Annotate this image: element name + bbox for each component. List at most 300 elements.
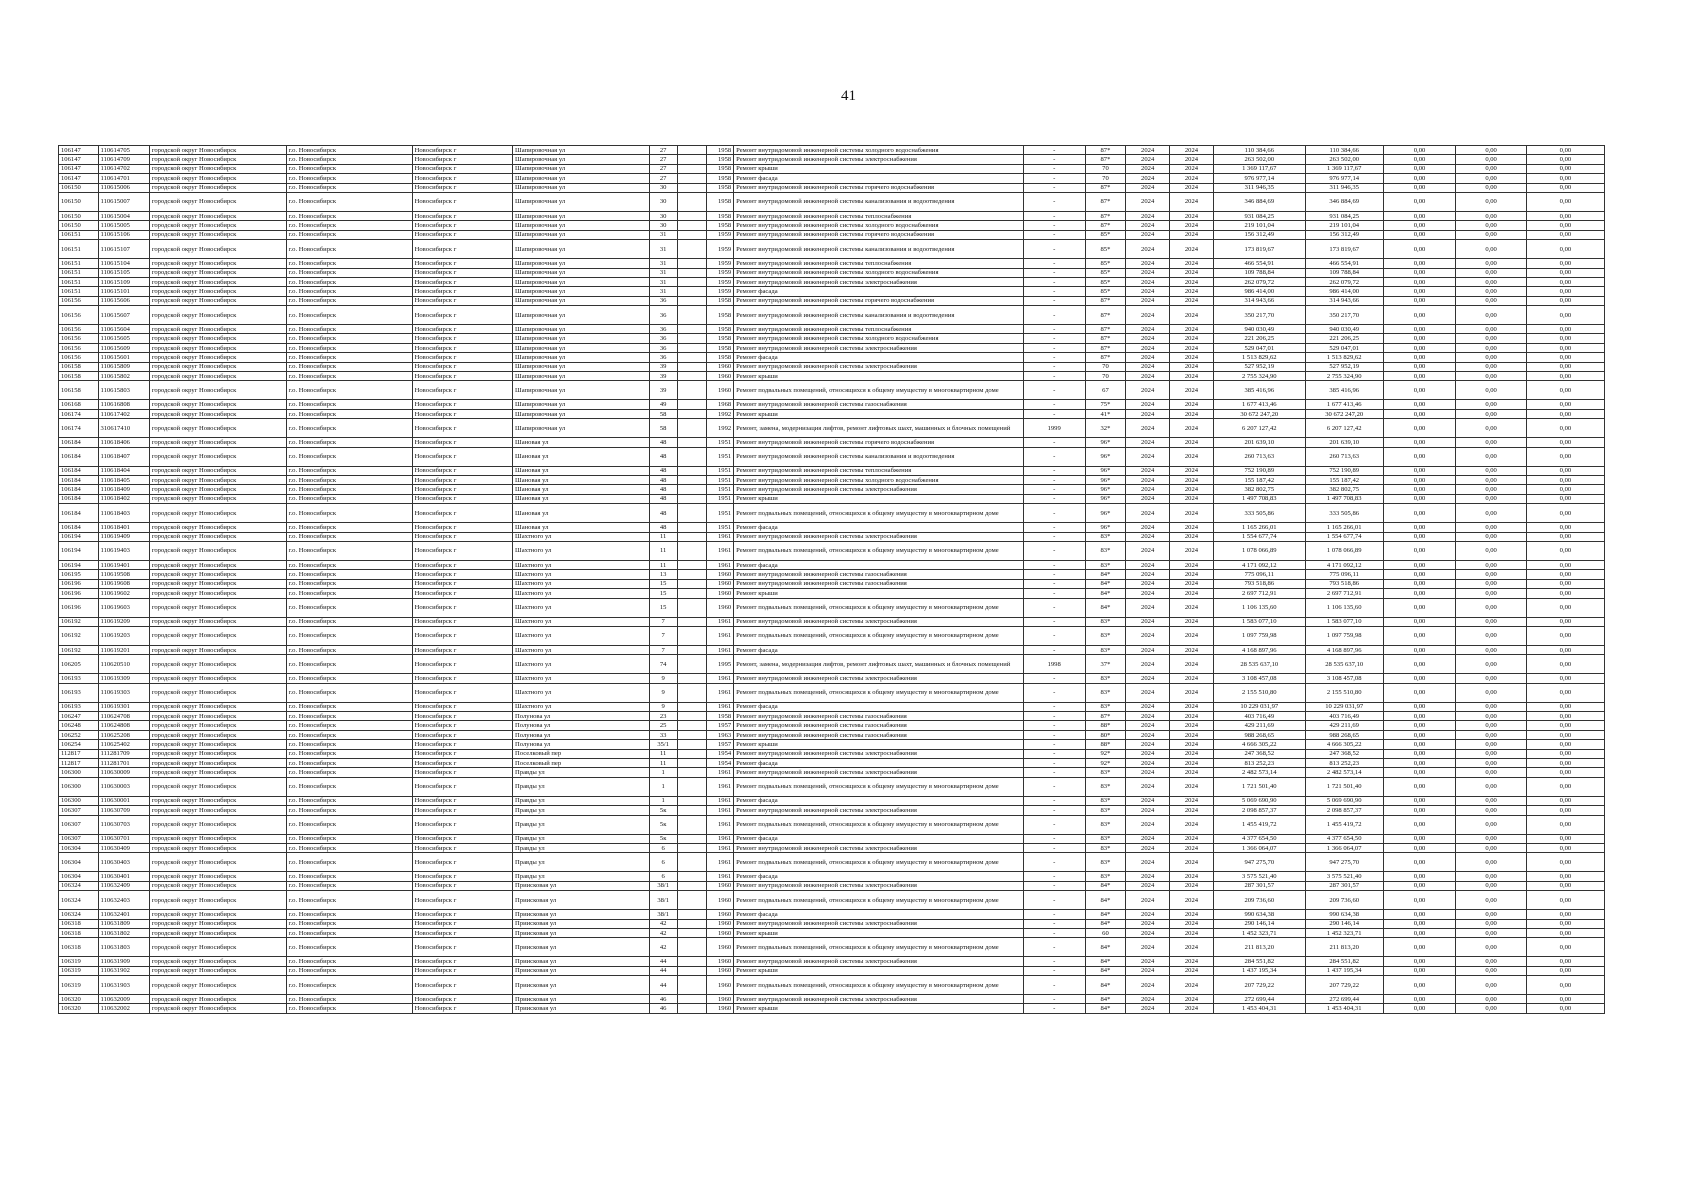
- cell-settlement: г.о. Новосибирск: [286, 919, 412, 928]
- cell-fund-cost: 2 697 712,91: [1305, 589, 1383, 598]
- cell-build-year: 1959: [707, 277, 734, 286]
- cell-fund-cost: 1 554 677,74: [1305, 532, 1383, 541]
- cell-total-cost: 4 168 897,96: [1213, 645, 1305, 654]
- cell-street: Шапировочная ул: [513, 230, 650, 239]
- cell-locality: Новосибирск г: [412, 466, 512, 475]
- cell-street: Правды ул: [513, 853, 650, 872]
- cell-lift-year: -: [1023, 730, 1085, 739]
- cell-settlement: г.о. Новосибирск: [286, 192, 412, 211]
- cell-locality: Новосибирск г: [412, 409, 512, 418]
- cell-settlement: г.о. Новосибирск: [286, 853, 412, 872]
- page-number: 41: [841, 88, 856, 104]
- cell-wear-percent: 83*: [1085, 683, 1126, 702]
- cell-work-id: 110615605: [98, 334, 149, 343]
- cell-total-cost: 3 575 521,40: [1213, 872, 1305, 881]
- cell-municipality: городской округ Новосибирск: [149, 626, 286, 645]
- cell-work-type: Ремонт подвальных помещений, относящихся к общему имуществу в многоквартирном доме: [734, 777, 1024, 796]
- cell-total-cost: 403 716,49: [1213, 712, 1305, 721]
- cell-fund-cost: 429 211,69: [1305, 721, 1383, 730]
- table-row: [59, 570, 1605, 579]
- cell-budget-federal: 0,00: [1383, 287, 1456, 296]
- cell-work-type: Ремонт внутридомовой инженерной системы канализования и водоотведения: [734, 192, 1024, 211]
- cell-budget-local: 0,00: [1526, 976, 1604, 995]
- cell-plan-year-start: 2024: [1126, 768, 1170, 777]
- cell-locality: Новосибирск г: [412, 296, 512, 305]
- cell-plan-year-end: 2024: [1170, 541, 1214, 560]
- table-row: [59, 475, 1605, 484]
- cell-budget-regional: 0,00: [1456, 796, 1527, 805]
- cell-lift-year: -: [1023, 1004, 1085, 1013]
- cell-plan-year-start: 2024: [1126, 296, 1170, 305]
- cell-fund-cost: 1 677 413,46: [1305, 400, 1383, 409]
- cell-work-type: Ремонт внутридомовой инженерной системы теплоснабжения: [734, 259, 1024, 268]
- cell-budget-regional: 0,00: [1456, 438, 1527, 447]
- cell-plan-year-end: 2024: [1170, 777, 1214, 796]
- cell-plan-year-start: 2024: [1126, 740, 1170, 749]
- cell-lift-year: -: [1023, 183, 1085, 192]
- cell-total-cost: 2 755 324,90: [1213, 372, 1305, 381]
- cell-lift-year: -: [1023, 570, 1085, 579]
- table-row: [59, 1004, 1605, 1013]
- cell-street: Шахтного ул: [513, 702, 650, 711]
- cell-object-id: 106318: [59, 919, 99, 928]
- cell-fund-cost: 155 187,42: [1305, 475, 1383, 484]
- cell-wear-percent: 96*: [1085, 523, 1126, 532]
- cell-budget-local: 0,00: [1526, 853, 1604, 872]
- cell-lift-year: -: [1023, 221, 1085, 230]
- cell-lift-year: -: [1023, 268, 1085, 277]
- cell-budget-local: 0,00: [1526, 287, 1604, 296]
- cell-house-number: 15: [649, 598, 677, 617]
- cell-settlement: г.о. Новосибирск: [286, 183, 412, 192]
- cell-budget-federal: 0,00: [1383, 560, 1456, 569]
- cell-lift-year: -: [1023, 995, 1085, 1004]
- cell-work-id: 110617402: [98, 409, 149, 418]
- cell-fund-cost: 1 369 117,67: [1305, 164, 1383, 173]
- cell-house-number: 30: [649, 192, 677, 211]
- cell-build-year: 1992: [707, 419, 734, 438]
- cell-fund-cost: 793 518,86: [1305, 579, 1383, 588]
- cell-build-year: 1960: [707, 919, 734, 928]
- cell-object-id: 106184: [59, 504, 99, 523]
- cell-plan-year-start: 2024: [1126, 400, 1170, 409]
- cell-budget-regional: 0,00: [1456, 674, 1527, 683]
- cell-building: [677, 891, 707, 910]
- cell-work-id: 110630709: [98, 806, 149, 815]
- cell-lift-year: -: [1023, 560, 1085, 569]
- cell-municipality: городской округ Новосибирск: [149, 192, 286, 211]
- cell-plan-year-start: 2024: [1126, 146, 1170, 155]
- cell-house-number: 7: [649, 645, 677, 654]
- cell-house-number: 36: [649, 325, 677, 334]
- cell-plan-year-end: 2024: [1170, 843, 1214, 852]
- cell-work-id: 110615609: [98, 343, 149, 352]
- cell-total-cost: 173 819,67: [1213, 240, 1305, 259]
- cell-plan-year-end: 2024: [1170, 240, 1214, 259]
- cell-budget-local: 0,00: [1526, 843, 1604, 852]
- cell-locality: Новосибирск г: [412, 796, 512, 805]
- table-row: [59, 966, 1605, 975]
- cell-fund-cost: 1 366 064,07: [1305, 843, 1383, 852]
- cell-municipality: городской округ Новосибирск: [149, 438, 286, 447]
- cell-plan-year-start: 2024: [1126, 560, 1170, 569]
- cell-street: Полунова ул: [513, 730, 650, 739]
- cell-fund-cost: 382 802,75: [1305, 485, 1383, 494]
- cell-locality: Новосибирск г: [412, 560, 512, 569]
- cell-street: Шапировочная ул: [513, 353, 650, 362]
- cell-budget-regional: 0,00: [1456, 645, 1527, 654]
- cell-total-cost: 219 101,04: [1213, 221, 1305, 230]
- cell-total-cost: 382 802,75: [1213, 485, 1305, 494]
- cell-wear-percent: 70: [1085, 372, 1126, 381]
- cell-object-id: 106193: [59, 702, 99, 711]
- table-row: [59, 174, 1605, 183]
- cell-street: Приисковая ул: [513, 891, 650, 910]
- cell-lift-year: -: [1023, 240, 1085, 259]
- cell-settlement: г.о. Новосибирск: [286, 617, 412, 626]
- cell-budget-regional: 0,00: [1456, 240, 1527, 259]
- cell-object-id: 106319: [59, 957, 99, 966]
- cell-settlement: г.о. Новосибирск: [286, 683, 412, 702]
- cell-work-id: 110632403: [98, 891, 149, 910]
- cell-work-type: Ремонт фасада: [734, 174, 1024, 183]
- cell-wear-percent: 85*: [1085, 240, 1126, 259]
- cell-total-cost: 155 187,42: [1213, 475, 1305, 484]
- cell-street: Шапировочная ул: [513, 155, 650, 164]
- cell-build-year: 1958: [707, 325, 734, 334]
- cell-street: Шапировочная ул: [513, 306, 650, 325]
- cell-budget-local: 0,00: [1526, 834, 1604, 843]
- cell-work-id: 110632002: [98, 1004, 149, 1013]
- cell-work-id: 110619403: [98, 541, 149, 560]
- cell-plan-year-end: 2024: [1170, 589, 1214, 598]
- cell-plan-year-end: 2024: [1170, 881, 1214, 890]
- cell-work-type: Ремонт фасада: [734, 353, 1024, 362]
- table-row: [59, 541, 1605, 560]
- cell-budget-federal: 0,00: [1383, 768, 1456, 777]
- cell-plan-year-end: 2024: [1170, 579, 1214, 588]
- cell-work-type: Ремонт внутридомовой инженерной системы электроснабжения: [734, 881, 1024, 890]
- cell-fund-cost: 775 096,11: [1305, 570, 1383, 579]
- cell-house-number: 36: [649, 343, 677, 352]
- cell-budget-regional: 0,00: [1456, 306, 1527, 325]
- cell-wear-percent: 83*: [1085, 532, 1126, 541]
- table-row: [59, 240, 1605, 259]
- cell-build-year: 1960: [707, 579, 734, 588]
- cell-budget-regional: 0,00: [1456, 409, 1527, 418]
- cell-building: [677, 626, 707, 645]
- cell-municipality: городской округ Новосибирск: [149, 541, 286, 560]
- cell-building: [677, 881, 707, 890]
- cell-municipality: городской округ Новосибирск: [149, 749, 286, 758]
- cell-house-number: 31: [649, 268, 677, 277]
- cell-work-id: 110614705: [98, 146, 149, 155]
- cell-lift-year: -: [1023, 843, 1085, 852]
- cell-work-type: Ремонт внутридомовой инженерной системы электроснабжения: [734, 532, 1024, 541]
- cell-build-year: 1960: [707, 928, 734, 937]
- cell-settlement: г.о. Новосибирск: [286, 834, 412, 843]
- cell-plan-year-end: 2024: [1170, 570, 1214, 579]
- cell-budget-federal: 0,00: [1383, 334, 1456, 343]
- cell-budget-federal: 0,00: [1383, 995, 1456, 1004]
- cell-building: [677, 438, 707, 447]
- cell-fund-cost: 247 368,52: [1305, 749, 1383, 758]
- cell-object-id: 106320: [59, 995, 99, 1004]
- table-row: [59, 372, 1605, 381]
- cell-build-year: 1963: [707, 730, 734, 739]
- cell-budget-regional: 0,00: [1456, 334, 1527, 343]
- cell-wear-percent: 83*: [1085, 834, 1126, 843]
- cell-budget-regional: 0,00: [1456, 353, 1527, 362]
- cell-settlement: г.о. Новосибирск: [286, 523, 412, 532]
- cell-wear-percent: 83*: [1085, 796, 1126, 805]
- cell-locality: Новосибирск г: [412, 891, 512, 910]
- cell-object-id: 106324: [59, 910, 99, 919]
- cell-street: Шапировочная ул: [513, 164, 650, 173]
- cell-object-id: 106147: [59, 155, 99, 164]
- cell-plan-year-start: 2024: [1126, 938, 1170, 957]
- cell-total-cost: 314 943,66: [1213, 296, 1305, 305]
- cell-plan-year-end: 2024: [1170, 645, 1214, 654]
- cell-settlement: г.о. Новосибирск: [286, 268, 412, 277]
- cell-budget-federal: 0,00: [1383, 815, 1456, 834]
- cell-fund-cost: 311 946,35: [1305, 183, 1383, 192]
- cell-budget-regional: 0,00: [1456, 626, 1527, 645]
- cell-object-id: 106304: [59, 843, 99, 852]
- cell-fund-cost: 947 275,70: [1305, 853, 1383, 872]
- cell-object-id: 106194: [59, 532, 99, 541]
- cell-municipality: городской округ Новосибирск: [149, 853, 286, 872]
- cell-work-id: 110630409: [98, 843, 149, 852]
- cell-street: Полунова ул: [513, 712, 650, 721]
- table-row: [59, 183, 1605, 192]
- cell-plan-year-end: 2024: [1170, 183, 1214, 192]
- cell-lift-year: -: [1023, 872, 1085, 881]
- cell-lift-year: -: [1023, 287, 1085, 296]
- cell-build-year: 1992: [707, 409, 734, 418]
- table-row: [59, 995, 1605, 1004]
- cell-total-cost: 5 069 690,90: [1213, 796, 1305, 805]
- cell-budget-regional: 0,00: [1456, 740, 1527, 749]
- cell-fund-cost: 156 312,49: [1305, 230, 1383, 239]
- cell-building: [677, 240, 707, 259]
- cell-work-type: Ремонт внутридомовой инженерной системы холодного водоснабжения: [734, 221, 1024, 230]
- cell-object-id: 106174: [59, 419, 99, 438]
- cell-house-number: 42: [649, 938, 677, 957]
- cell-build-year: 1960: [707, 966, 734, 975]
- cell-work-type: Ремонт подвальных помещений, относящихся к общему имуществу в многоквартирном доме: [734, 891, 1024, 910]
- cell-total-cost: 1 453 404,31: [1213, 1004, 1305, 1013]
- cell-plan-year-end: 2024: [1170, 626, 1214, 645]
- cell-object-id: 106151: [59, 277, 99, 286]
- cell-plan-year-end: 2024: [1170, 740, 1214, 749]
- cell-lift-year: -: [1023, 806, 1085, 815]
- cell-municipality: городской округ Новосибирск: [149, 353, 286, 362]
- cell-street: Шахтного ул: [513, 683, 650, 702]
- cell-plan-year-start: 2024: [1126, 579, 1170, 588]
- cell-lift-year: 1999: [1023, 419, 1085, 438]
- cell-budget-local: 0,00: [1526, 230, 1604, 239]
- cell-object-id: 106196: [59, 589, 99, 598]
- cell-building: [677, 400, 707, 409]
- cell-budget-federal: 0,00: [1383, 796, 1456, 805]
- cell-fund-cost: 1 721 501,40: [1305, 777, 1383, 796]
- cell-total-cost: 221 206,25: [1213, 334, 1305, 343]
- cell-plan-year-start: 2024: [1126, 372, 1170, 381]
- cell-lift-year: -: [1023, 325, 1085, 334]
- cell-lift-year: -: [1023, 353, 1085, 362]
- cell-municipality: городской округ Новосибирск: [149, 532, 286, 541]
- cell-budget-federal: 0,00: [1383, 306, 1456, 325]
- cell-locality: Новосибирск г: [412, 777, 512, 796]
- cell-municipality: городской округ Новосибирск: [149, 928, 286, 937]
- cell-locality: Новосибирск г: [412, 240, 512, 259]
- cell-street: Правды ул: [513, 806, 650, 815]
- table-row: [59, 230, 1605, 239]
- cell-budget-federal: 0,00: [1383, 740, 1456, 749]
- cell-budget-regional: 0,00: [1456, 730, 1527, 739]
- cell-building: [677, 834, 707, 843]
- cell-fund-cost: 3 108 457,08: [1305, 674, 1383, 683]
- cell-build-year: 1959: [707, 230, 734, 239]
- cell-work-type: Ремонт крыши: [734, 372, 1024, 381]
- cell-total-cost: 1 452 323,71: [1213, 928, 1305, 937]
- cell-budget-regional: 0,00: [1456, 532, 1527, 541]
- table-row: [59, 843, 1605, 852]
- cell-locality: Новосибирск г: [412, 938, 512, 957]
- cell-wear-percent: 85*: [1085, 268, 1126, 277]
- cell-building: [677, 334, 707, 343]
- table-row: [59, 645, 1605, 654]
- cell-wear-percent: 83*: [1085, 645, 1126, 654]
- table-row: [59, 447, 1605, 466]
- cell-wear-percent: 84*: [1085, 938, 1126, 957]
- cell-total-cost: 1 369 117,67: [1213, 164, 1305, 173]
- cell-budget-federal: 0,00: [1383, 881, 1456, 890]
- cell-locality: Новосибирск г: [412, 919, 512, 928]
- cell-build-year: 1961: [707, 768, 734, 777]
- cell-wear-percent: 88*: [1085, 740, 1126, 749]
- cell-plan-year-start: 2024: [1126, 598, 1170, 617]
- cell-settlement: г.о. Новосибирск: [286, 560, 412, 569]
- cell-wear-percent: 96*: [1085, 494, 1126, 503]
- cell-work-type: Ремонт фасада: [734, 287, 1024, 296]
- cell-plan-year-start: 2024: [1126, 995, 1170, 1004]
- cell-build-year: 1958: [707, 221, 734, 230]
- cell-budget-regional: 0,00: [1456, 768, 1527, 777]
- cell-work-type: Ремонт внутридомовой инженерной системы теплоснабжения: [734, 466, 1024, 475]
- cell-build-year: 1961: [707, 541, 734, 560]
- cell-total-cost: 385 416,96: [1213, 381, 1305, 400]
- cell-settlement: г.о. Новосибирск: [286, 296, 412, 305]
- cell-plan-year-start: 2024: [1126, 277, 1170, 286]
- cell-lift-year: 1998: [1023, 655, 1085, 674]
- cell-house-number: 42: [649, 919, 677, 928]
- cell-budget-federal: 0,00: [1383, 343, 1456, 352]
- cell-wear-percent: 84*: [1085, 995, 1126, 1004]
- cell-build-year: 1958: [707, 353, 734, 362]
- cell-plan-year-end: 2024: [1170, 853, 1214, 872]
- cell-work-id: 110631809: [98, 919, 149, 928]
- cell-build-year: 1961: [707, 834, 734, 843]
- cell-total-cost: 272 699,44: [1213, 995, 1305, 1004]
- cell-municipality: городской округ Новосибирск: [149, 343, 286, 352]
- cell-wear-percent: 70: [1085, 164, 1126, 173]
- cell-budget-local: 0,00: [1526, 919, 1604, 928]
- cell-build-year: 1951: [707, 466, 734, 475]
- cell-budget-federal: 0,00: [1383, 494, 1456, 503]
- cell-object-id: 106156: [59, 334, 99, 343]
- cell-street: Приисковая ул: [513, 976, 650, 995]
- cell-object-id: 106156: [59, 325, 99, 334]
- cell-house-number: 27: [649, 146, 677, 155]
- cell-street: Приисковая ул: [513, 966, 650, 975]
- cell-budget-regional: 0,00: [1456, 655, 1527, 674]
- cell-house-number: 48: [649, 504, 677, 523]
- cell-settlement: г.о. Новосибирск: [286, 891, 412, 910]
- cell-municipality: городской округ Новосибирск: [149, 938, 286, 957]
- cell-wear-percent: 87*: [1085, 306, 1126, 325]
- cell-house-number: 36: [649, 306, 677, 325]
- cell-build-year: 1958: [707, 334, 734, 343]
- cell-object-id: 106252: [59, 730, 99, 739]
- cell-budget-regional: 0,00: [1456, 928, 1527, 937]
- cell-settlement: г.о. Новосибирск: [286, 598, 412, 617]
- cell-budget-regional: 0,00: [1456, 1004, 1527, 1013]
- cell-total-cost: 290 146,14: [1213, 919, 1305, 928]
- cell-lift-year: -: [1023, 211, 1085, 220]
- cell-budget-federal: 0,00: [1383, 466, 1456, 475]
- cell-plan-year-end: 2024: [1170, 891, 1214, 910]
- cell-municipality: городской округ Новосибирск: [149, 768, 286, 777]
- cell-fund-cost: 30 672 247,20: [1305, 409, 1383, 418]
- cell-object-id: 112817: [59, 749, 99, 758]
- cell-settlement: г.о. Новосибирск: [286, 730, 412, 739]
- cell-building: [677, 579, 707, 588]
- cell-lift-year: -: [1023, 768, 1085, 777]
- cell-budget-local: 0,00: [1526, 164, 1604, 173]
- cell-object-id: 106156: [59, 353, 99, 362]
- cell-work-id: 110615104: [98, 259, 149, 268]
- cell-budget-federal: 0,00: [1383, 541, 1456, 560]
- cell-street: Шановая ул: [513, 438, 650, 447]
- cell-plan-year-start: 2024: [1126, 749, 1170, 758]
- cell-street: Правды ул: [513, 777, 650, 796]
- cell-lift-year: -: [1023, 504, 1085, 523]
- cell-build-year: 1959: [707, 287, 734, 296]
- cell-lift-year: -: [1023, 891, 1085, 910]
- cell-budget-local: 0,00: [1526, 438, 1604, 447]
- cell-street: Шапировочная ул: [513, 183, 650, 192]
- cell-total-cost: 110 384,66: [1213, 146, 1305, 155]
- cell-municipality: городской округ Новосибирск: [149, 919, 286, 928]
- cell-street: Шапировочная ул: [513, 192, 650, 211]
- cell-wear-percent: 87*: [1085, 712, 1126, 721]
- cell-total-cost: 262 079,72: [1213, 277, 1305, 286]
- cell-budget-federal: 0,00: [1383, 570, 1456, 579]
- cell-budget-local: 0,00: [1526, 419, 1604, 438]
- cell-budget-local: 0,00: [1526, 447, 1604, 466]
- cell-plan-year-end: 2024: [1170, 296, 1214, 305]
- cell-object-id: 106194: [59, 560, 99, 569]
- cell-building: [677, 683, 707, 702]
- cell-plan-year-start: 2024: [1126, 645, 1170, 654]
- cell-budget-regional: 0,00: [1456, 466, 1527, 475]
- cell-locality: Новосибирск г: [412, 268, 512, 277]
- cell-work-type: Ремонт внутридомовой инженерной системы канализования и водоотведения: [734, 240, 1024, 259]
- cell-lift-year: -: [1023, 259, 1085, 268]
- cell-wear-percent: 96*: [1085, 466, 1126, 475]
